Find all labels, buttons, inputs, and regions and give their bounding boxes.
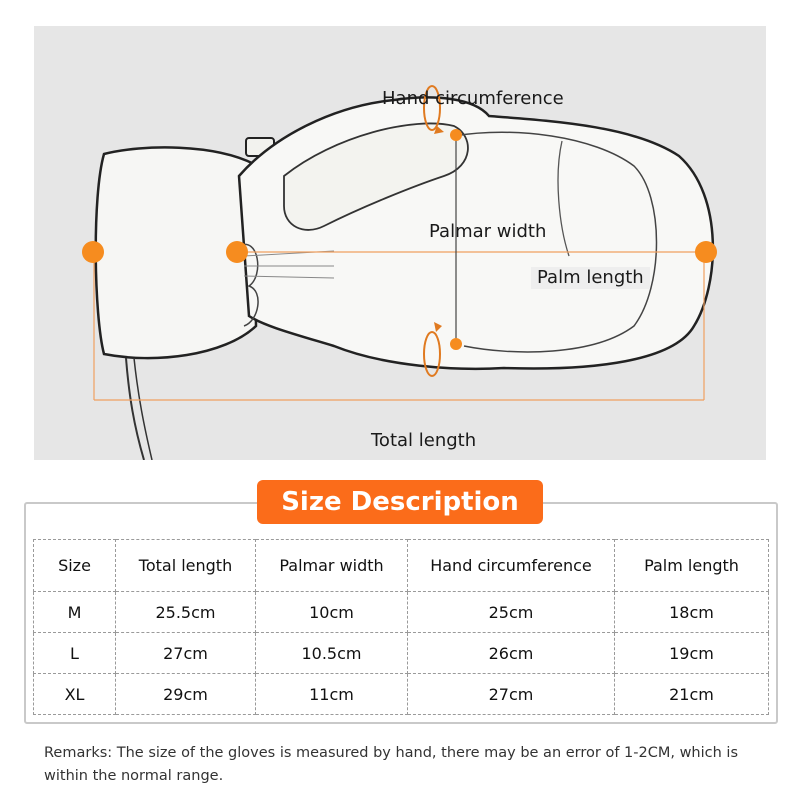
marker-dot: [450, 129, 462, 141]
palm-length-label: Palm length: [531, 267, 650, 289]
table-cell: 11cm: [256, 674, 408, 715]
glove-diagram-panel: [34, 26, 766, 460]
table-row: [34, 674, 769, 715]
table-cell: 21cm: [615, 674, 769, 715]
table-cell: 26cm: [408, 633, 615, 674]
header-cell: Size: [34, 540, 116, 592]
marker-dot: [450, 338, 462, 350]
table-cell: 27cm: [116, 633, 256, 674]
remarks-text: Remarks: The size of the gloves is measured by hand, there may be an error of 1-2CM, which is within the normal range.: [44, 745, 739, 784]
table-cell: 25cm: [408, 592, 615, 633]
header-cell: Palm length: [615, 540, 769, 592]
size-description-banner: Size Description: [257, 480, 543, 524]
table-cell: L: [34, 633, 116, 674]
marker-dot: [82, 241, 104, 263]
table-row: [34, 592, 769, 633]
table-cell: 27cm: [408, 674, 615, 715]
table-cell: 10cm: [256, 592, 408, 633]
marker-dot: [226, 241, 248, 263]
hand-circumference-label: Hand circumference: [382, 88, 564, 109]
palmar-width-label: Palmar width: [429, 221, 547, 242]
size-table: [33, 539, 769, 715]
total-length-label: Total length: [371, 430, 477, 451]
table-cell: 10.5cm: [256, 633, 408, 674]
table-cell: 18cm: [615, 592, 769, 633]
table-header-row: [34, 540, 769, 592]
table-cell: XL: [34, 674, 116, 715]
table-cell: 19cm: [615, 633, 769, 674]
table-row: [34, 633, 769, 674]
header-cell: Palmar width: [256, 540, 408, 592]
table-cell: M: [34, 592, 116, 633]
header-cell: Total length: [116, 540, 256, 592]
table-cell: 29cm: [116, 674, 256, 715]
table-cell: 25.5cm: [116, 592, 256, 633]
header-cell: Hand circumference: [408, 540, 615, 592]
marker-dot: [695, 241, 717, 263]
